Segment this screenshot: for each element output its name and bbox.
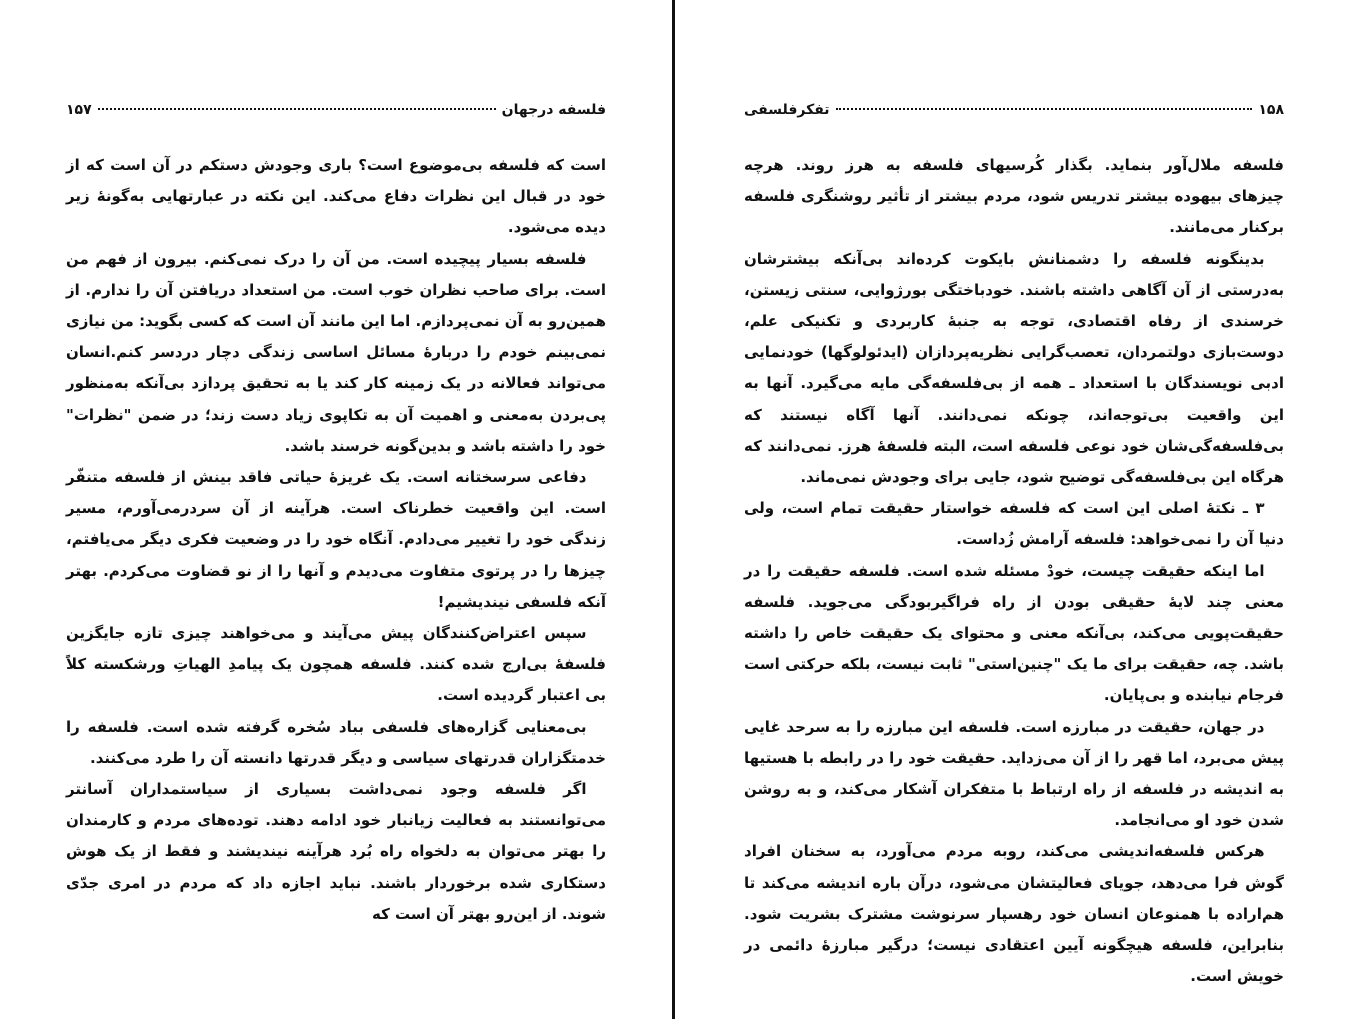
paragraph: ۳ ـ نکتهٔ اصلی این است که فلسفه خواستار حقیقت تمام است، ولی دنیا آن را نمی‌خواهد: فلسفه آرامش زُداست. [744, 499, 1284, 549]
paragraph: در جهان، حقیقت در مبارزه است. فلسفه این مبارزه را به سرحد غایی پیش می‌برد، اما قهر را از آن می‌زداید. حقیقت خود را در رابطه با هستیها به اندیشه در فلسفه از راه ارتباط با متفکران آشکار می‌کند، و به روشن شدن خود او می‌انجامد. [744, 717, 1284, 830]
left-running-head [66, 102, 606, 128]
left-page [66, 0, 606, 1019]
spine-divider [672, 0, 675, 1019]
paragraph: اگر فلسفه وجود نمی‌داشت بسیاری از سیاستمداران آسانتر می‌توانستند به فعالیت زیانبار خود ادامه دهند. توده‌های مردم و کارمندان را بهتر می‌توان به دلخواه راه بُرد هرآینه نیندیشند و فقط از یک هوش دستکاری شده برخوردار باشند. نباید اجازه داد که مردم در امری جدّی شوند. از این‌رو بهتر آن است که [66, 780, 606, 923]
leader-dots [98, 108, 496, 110]
paragraph: فلسفه ملال‌آور بنماید. بگذار کُرسیهای فلسفه به هرز روند. هرچه چیزهای بیهوده بیشتر تدریس شود، مردم بیشتر از تأثیر روشنگری فلسفه برکنار می‌مانند. [744, 156, 1284, 237]
paragraph: هرکس فلسفه‌اندیشی می‌کند، روبه مردم می‌آورد، به سخنان افراد گوش فرا می‌دهد، جویای فعالیتشان می‌شود، درآن باره اندیشه می‌کند تا هم‌اراده با همنوعان انسان خود رهسپار سرنوشت مشترک بشریت شود. بنابراین، فلسفه هیچگونه آیین اعتقادی نیست؛ درگیر مبارزهٔ دائمی در خویش است. [744, 842, 1284, 986]
leader-dots [836, 108, 1253, 110]
paragraph: سپس اعتراض‌کنندگان پیش می‌آیند و می‌خواهند چیزی تازه جایگزین فلسفهٔ بی‌ارج شده کنند. فلسفه همچون یک پیامدِ الهیاتِ ورشکسته کلاً بی اعتبار گردیده است. [66, 624, 606, 705]
paragraph: فلسفه بسیار پیچیده است. من آن را درک نمی‌کنم. بیرون از فهم من است. برای صاحب نظران خوب است. من استعداد دریافتن آن را ندارم. از همین‌رو به آن نمی‌پردازم. اما این مانند آن است که کسی بگوید: من نیازی نمی‌بینم خودم را دربارهٔ مسائل اساسی زندگی دچار دردسر کنم.انسان می‌تواند فعالانه در یک زمینه کار کند یا به تحقیق پردازد بی‌آنکه به‌منظور پی‌بردن به‌معنی و اهمیت آن به تکاپوی زیاد دست زند؛ در ضمن "نظرات" خود را داشته باشد و بدین‌گونه خرسند باشد. [66, 249, 606, 455]
paragraph: اما اینکه حقیقت چیست، خودْ مسئله شده است. فلسفه حقیقت را در معنی چند لایهٔ حقیقی بودن از راه فراگیربودگی می‌جوید. فلسفه حقیقت‌پویی می‌کند، بی‌آنکه معنی و محتوای یک حقیقت خاص را داشته باشد. چه، حقیقت برای ما یک "چنین‌استی" ثابت نیست، بلکه حرکتی است فرجام نیابنده و بی‌پایان. [744, 561, 1284, 705]
right-page [744, 0, 1284, 1019]
paragraph: است که فلسفه بی‌موضوع است؟ باری وجودش دستکم در آن است که از خود در قبال این نظرات دفاع می‌کند. این نکته در عبارتهایی به‌گونهٔ زیر دیده می‌شود. [66, 156, 606, 237]
right-running-head [744, 102, 1284, 128]
left-chapter-title: فلسفه درجهان [501, 102, 606, 118]
left-page-number: ۱۵۷ [66, 102, 92, 118]
right-chapter-title: تفکرفلسفی [744, 102, 830, 118]
paragraph: دفاعی سرسختانه است. یک غریزهٔ حیاتی فاقد بینش از فلسفه متنفّر است. این واقعیت خطرناک است. هرآینه از آن سردرمی‌آورم، مسیر زندگی خود را تغییر می‌دادم. آنگاه خود را در وضعیت فکری دیگر می‌یافتم، چیزها را در پرتوی متفاوت می‌دیدم و آنها را از نو قضاوت می‌کردم. بهتر آنکه فلسفی نیندیشیم! [66, 468, 606, 611]
right-body-text [744, 150, 1284, 992]
paragraph: بی‌معنایی گزاره‌های فلسفی بباد سُخره گرفته شده است. فلسفه را خدمتگزاران قدرتهای سیاسی و دیگر قدرتها دانسته آن را طرد می‌کنند. [66, 717, 606, 767]
paragraph: بدینگونه فلسفه را دشمنانش بایکوت کرده‌اند بی‌آنکه بیشترشان به‌درستی از آن آگاهی داشته باشند. خودباختگی بورژوایی، سنتی زیستن، خرسندی از رفاه اقتصادی، توجه به جنبهٔ کاربردی و تکنیکی علم، دوست‌بازی دولتمردان، تعصب‌گرایی نظریه‌پردازان (ایدئولوگها) خودنمایی ادبی نویسندگان با استعداد ـ همه از بی‌فلسفه‌گی مایه می‌گیرد. آنها به این واقعیت بی‌توجه‌اند، چونکه نمی‌دانند. آنها آگاه نیستند که بی‌فلسفه‌گی‌شان خود نوعی فلسفه است، البته فلسفهٔ هرز. نمی‌دانند که هرگاه این بی‌فلسفه‌گی توضیح شود، جایی برای وجودش نمی‌ماند. [744, 249, 1284, 487]
right-page-number: ۱۵۸ [1258, 102, 1284, 118]
left-body-text [66, 150, 606, 930]
